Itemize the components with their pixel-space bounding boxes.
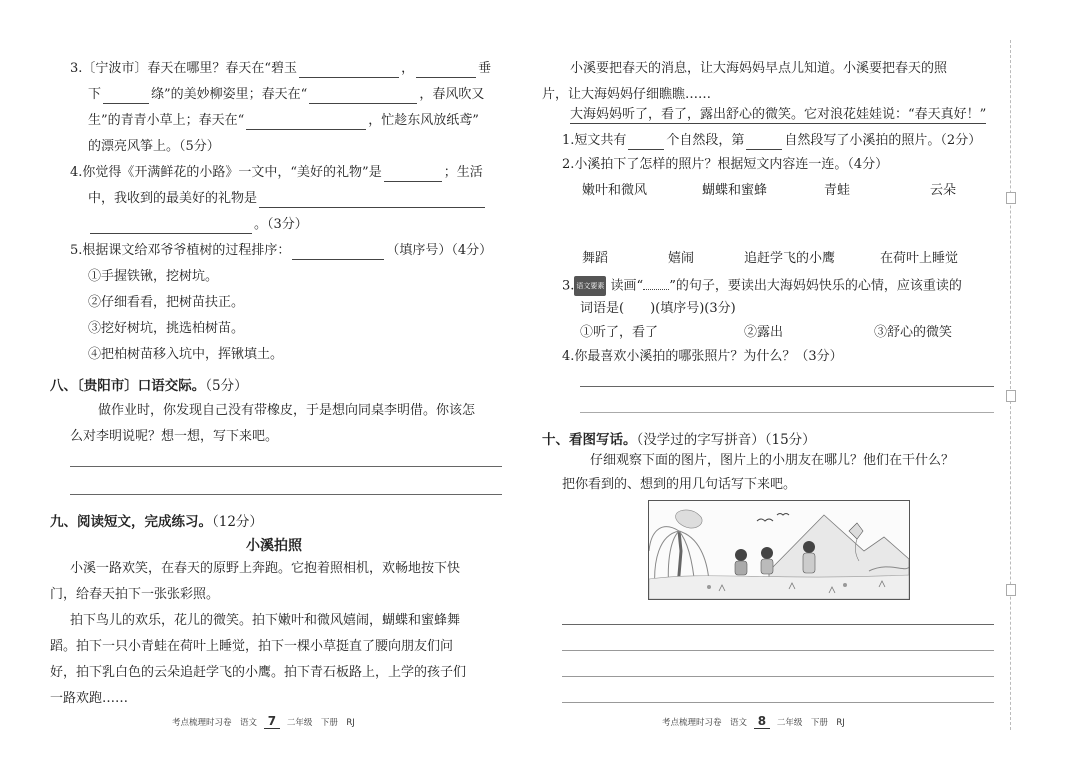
match-bottom-4[interactable]: 在荷叶上睡觉 (880, 251, 959, 266)
q4-line3: 。（3分） (88, 216, 308, 234)
binding-mark-2 (1006, 390, 1016, 402)
section-10-heading: 十、看图写话。（没学过的字写拼音）（15分） (542, 432, 816, 448)
binding-mark-1 (1006, 192, 1016, 204)
r-q2: 2.小溪拍下了怎样的照片？根据短文内容连一连。（4分） (562, 157, 889, 172)
page-number: 8 (754, 714, 770, 729)
r-q4-answer-line-1[interactable] (580, 386, 994, 387)
passage-para3-line2: 片，让大海妈妈仔细瞧瞧…… (542, 87, 712, 102)
passage-para3-line1: 小溪要把春天的消息，让大海妈妈早点儿知道。小溪要把春天的照 (570, 61, 948, 76)
r-q1: 1.短文共有 个自然段，第 自然段写了小溪拍的照片。（2分） (562, 133, 982, 148)
r-q4: 4.你最喜欢小溪拍的哪张照片？为什么？（3分） (562, 349, 843, 364)
binding-line (1010, 40, 1011, 730)
q3-line2: 下 绦”的美妙柳姿里；春天在“ ，春风吹又 (88, 87, 485, 102)
passage-title: 小溪拍照 (246, 538, 302, 554)
match-bottom-3[interactable]: 追赶学飞的小鹰 (744, 251, 836, 266)
writing-line-3[interactable] (562, 676, 994, 677)
writing-line-1[interactable] (562, 624, 994, 625)
r-q3-option-3[interactable]: ③舒心的微笑 (874, 325, 953, 340)
section-8-answer-line-2[interactable] (70, 494, 502, 495)
badge: 语文要素 (574, 276, 606, 296)
r-q3-option-1[interactable]: ①听了，看了 (580, 325, 659, 340)
section-10-para1: 仔细观察下面的图片，图片上的小朋友在哪儿？他们在干什么？ (590, 453, 955, 468)
section-8-heading: 八、〔贵阳市〕口语交际。（5分） (50, 378, 248, 394)
section-8-answer-line-1[interactable] (70, 466, 502, 467)
match-top-4[interactable]: 云朵 (930, 183, 957, 198)
r-q4-answer-line-2[interactable] (580, 412, 994, 413)
match-bottom-2[interactable]: 嬉闹 (668, 251, 695, 266)
q5-line1: 5.根据课文给邓爷爷植树的过程排序： （填序号）（4分） (70, 243, 493, 258)
passage-para2-line4: 一路欢跑…… (50, 691, 129, 706)
q3-line4: 的漂亮风筝上。（5分） (88, 139, 220, 154)
section-8-para1: 做作业时，你发现自己没有带橡皮，于是想向同桌李明借。你该怎 (98, 403, 476, 418)
q5-option-4: ④把柏树苗移入坑中，挥锹填土。 (88, 347, 284, 362)
match-top-3[interactable]: 青蛙 (824, 183, 851, 198)
passage-para2-line1: 拍下鸟儿的欢乐，花儿的微笑。拍下嫩叶和微风嬉闹，蝴蝶和蜜蜂舞 (70, 613, 461, 628)
match-top-2[interactable]: 蝴蝶和蜜蜂 (702, 183, 768, 198)
q3-line3: 生”的青青小草上；春天在“ ，忙趁东风放纸鸢” (88, 113, 479, 128)
passage-para4: 大海妈妈听了，看了，露出舒心的微笑。它对浪花娃娃说：“春天真好！” (570, 107, 987, 122)
passage-para1-line2: 门，给春天拍下一张张彩照。 (50, 587, 220, 602)
match-bottom-1[interactable]: 舞蹈 (582, 251, 609, 266)
q4-line1: 4.你觉得《开满鲜花的小路》一文中，“美好的礼物”是 ；生活 (70, 165, 483, 180)
match-top-1[interactable]: 嫩叶和微风 (582, 183, 648, 198)
page-number: 7 (264, 714, 280, 729)
passage-para2-line3: 好，拍下乳白色的云朵追赶学飞的小鹰。拍下青石板路上，上学的孩子们 (50, 665, 467, 680)
q5-option-3: ③挖好树坑，挑选柏树苗。 (88, 321, 245, 336)
r-q3-line2: 词语是( )(填序号)(3分) (580, 301, 736, 316)
section-9-heading: 九、阅读短文，完成练习。（12分） (50, 514, 263, 530)
r-q3-line1: 3. 语文要素 读画“ ”的句子，要读出大海妈妈快乐的心情，应该重读的 (562, 276, 962, 296)
writing-line-4[interactable] (562, 702, 994, 703)
section-10-para2: 把你看到的、想到的用几句话写下来吧。 (562, 477, 797, 492)
r-q3-option-2[interactable]: ②露出 (744, 325, 784, 340)
q4-line2: 中，我收到的最美好的礼物是 (88, 190, 487, 208)
q5-option-2: ②仔细看看，把树苗扶正。 (88, 295, 245, 310)
passage-para2-line2: 蹈。拍下一只小青蛙在荷叶上睡觉，拍下一棵小草挺直了腰向朋友们问 (50, 639, 454, 654)
passage-para1-line1: 小溪一路欢笑，在春天的原野上奔跑。它抱着照相机，欢畅地按下快 (70, 561, 461, 576)
section-8-para2: 么对李明说呢？想一想，写下来吧。 (70, 429, 279, 444)
left-footer: 考点梳理时习卷 语文 7 二年级 下册 RJ (172, 714, 355, 728)
writing-line-2[interactable] (562, 650, 994, 651)
binding-mark-3 (1006, 584, 1016, 596)
right-page (540, 0, 1080, 764)
q3-line1: 3.〔宁波市〕春天在哪里？春天在“碧玉 ， 垂 (70, 61, 492, 76)
right-footer: 考点梳理时习卷 语文 8 二年级 下册 RJ (662, 714, 845, 728)
spring-scene-illustration (648, 500, 910, 600)
q5-option-1: ①手握铁锹，挖树坑。 (88, 269, 219, 284)
